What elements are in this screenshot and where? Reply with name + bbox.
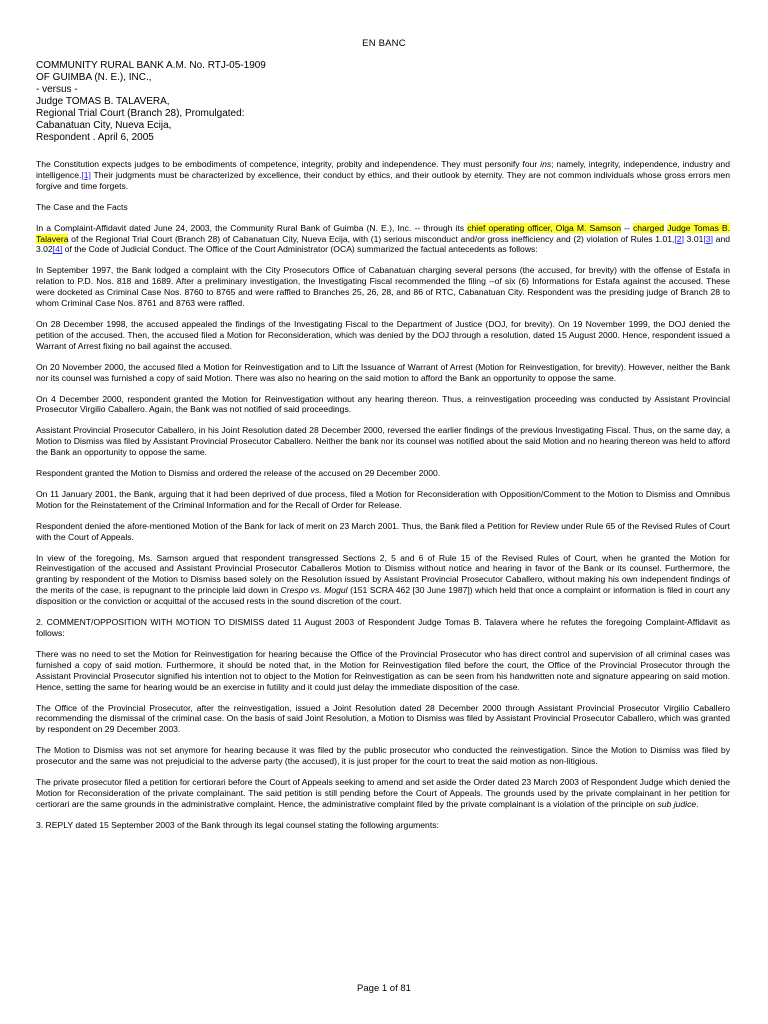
body-paragraph: In view of the foregoing, Ms. Samson argued that respondent transgressed Sections 2, 5 and 6 of Rule 15 of the Revised Rules of Court, when he granted the Motion for Reinvestigation of the accused and Assistant Provincial Prosecutor Caballeros Motion to Dismiss without notice and hearing in favor of the Bank or its counsel. Furthermore, the granting by respondent of the Motion to Dismiss based solely on the Resolution issued by Assistant Provincial Prosecutor Caballero, without making his own independent findings of the merits of the case, is repugnant to the principle laid down in Crespo vs. Mogul (151 SCRA 462 [30 June 1987]) which held that once a complaint or information is filed in court any disposition or the conviction or acquittal of the accused rests in the sound discretion of the court. (36, 552, 730, 607)
caption-line: Respondent . April 6, 2005 (36, 132, 154, 143)
body-paragraph: 3. REPLY dated 15 September 2003 of the Bank through its legal counsel stating the following arguments: (36, 819, 439, 830)
body-paragraph: 2. COMMENT/OPPOSITION WITH MOTION TO DISMISS dated 11 August 2003 of Respondent Judge Tomas B. Talavera where he refutes the foregoing Complaint-Affidavit as follows: (36, 617, 730, 638)
body-paragraph: Respondent granted the Motion to Dismiss and ordered the release of the accused on 29 December 2000. (36, 468, 441, 479)
body-paragraph: On 28 December 1998, the accused appealed the findings of the Investigating Fiscal to the Department of Justice (DOJ, for brevity). On 19 November 1999, the DOJ denied the petition of the accused. Then, the accused filed a Motion for Reconsideration, which was denied by the DOJ through a resolution, dated 15 August 2000. Hence, respondent issued a Warrant of Arrest fixing no bail against the accused. (36, 318, 730, 351)
caption-line: Judge TOMAS B. TALAVERA, (36, 96, 170, 107)
body-paragraph: Respondent denied the afore-mentioned Motion of the Bank for lack of merit on 23 March 2001. Thus, the Bank filed a Petition for Review under Rule 65 of the Revised Rules of Court with the Court of Appeals. (36, 520, 730, 542)
intro-paragraph: The Constitution expects judges to be embodiments of competence, integrity, probity and independence. They must personify four ins; namely, integrity, independence, industry and intelligence.[1] Their judgments must be characterized by excellence, their conduct by ethics, and their outlook by eternity. They are not common individuals whose gross errors men forgive and time forgets. (36, 159, 730, 191)
case-citation: Crespo vs. Mogul (280, 585, 348, 596)
case-caption (36, 60, 736, 144)
highlight-charged: charged (632, 222, 665, 233)
footnote-link-3[interactable]: [3] (703, 233, 713, 244)
body-paragraph: There was no need to set the Motion for Reinvestigation for hearing because the Office of the Provincial Prosecutor who has direct control and supervision of all criminal cases was furnished a copy of said motion. Furthermore, it should be noted that, in the Motion for Reinvestigation filed before the court, the Office of the Provincial Prosecutor through the Assistant Provincial Prosecutor signified his intention not to object to the Motion for Reinvestigation as can be seen from his handwritten note and signature appearing on said motion. Hence, setting the same for hearing would be an exercise in futility and it could just delay the immediate disposition of the case. (36, 648, 730, 692)
caption-line: Cabanatuan City, Nueva Ecija, (36, 120, 172, 131)
document-body (36, 159, 730, 841)
caption-line: COMMUNITY RURAL BANK A.M. No. RTJ-05-1909 (36, 60, 266, 71)
body-paragraph: On 11 January 2001, the Bank, arguing that it had been deprived of due process, filed a Motion for Reconsideration with Opposition/Comment to the Motion to Dismiss and Omnibus Motion for the Reinstatement of the Criminal Information and for the Recall of Order for Release. (36, 488, 730, 510)
body-paragraph: The Office of the Provincial Prosecutor, after the reinvestigation, issued a Joint Resolution dated 28 December 2000 through Assistant Provincial Prosecutor Virgilio Caballero recommending the dismissal of the criminal case. On the basis of said Joint Resolution, a Motion to Dismiss was filed by Assistant Provincial Prosecutor Caballero, which was granted by respondent on 29 December 2003. (36, 702, 730, 735)
body-paragraph: Assistant Provincial Prosecutor Caballero, in his Joint Resolution dated 28 December 2000, reversed the earlier findings of the previous Investigating Fiscal. Thus, on the same day, a Motion to Dismiss was filed by Assistant Provincial Prosecutor Caballero. Neither the bank nor its counsel was notified about the said Motion and no hearing thereon was held to afford the Bank an opportunity to oppose the same. (36, 425, 730, 458)
footnote-link-4[interactable]: [4] (52, 244, 63, 255)
complaint-paragraph: In a Complaint-Affidavit dated June 24, 2003, the Community Rural Bank of Guimba (N. E.), Inc. -- through its chief operating officer, Olga M. Samson -- charged Judge Tomas B. Talavera of the Regional Trial Court (Branch 28) of Cabanatuan City, Nueva Ecija, with (1) serious misconduct and/or gross inefficiency and (2) violation of Rules 1.01,[2] 3.01[3] and 3.02[4] of the Code of Judicial Conduct. The Office of the Court Administrator (OCA) summarized the factual antecedents as follows: (36, 222, 731, 255)
section-heading: The Case and the Facts (36, 201, 128, 212)
highlight-complainant: chief operating officer, Olga M. Samson (467, 222, 622, 233)
body-paragraph: On 20 November 2000, the accused filed a Motion for Reinvestigation and to Lift the Issuance of Warrant of Arrest (Motion for Reinvestigation, for brevity). However, neither the Bank nor its counsel was furnished a copy of said Motion. There was also no hearing on the said motion to afford the Bank an opportunity to oppose the same. (36, 361, 730, 383)
footnote-link-2[interactable]: [2] (674, 233, 684, 244)
caption-line: OF GUIMBA (N. E.), INC., (36, 72, 152, 83)
page-number: Page 1 of 81 (357, 983, 411, 994)
body-paragraph: On 4 December 2000, respondent granted the Motion for Reinvestigation without any hearing thereon. Thus, a reinvestigation proceeding was conducted by Assistant Provincial Prosecutor Virgilio Caballero. Again, the Bank was not notified of said proceedings. (36, 393, 730, 415)
body-paragraph: In September 1997, the Bank lodged a complaint with the City Prosecutors Office of Cabanatuan charging several persons (the accused, for brevity) with the offense of Estafa in relation to P.D. Nos. 818 and 1689. After a preliminary investigation, the Investigating Fiscal recommended the filing --of six (6) Informations for Estafa against the accused. These were docketed as Criminal Case Nos. 8760 to 8765 and were raffled to Branches 25, 26, 28, and 86 of RTC, Cabanatuan City. Respondent was the presiding judge of Branch 28 to whom Criminal Case Nos. 8761 and 8763 were raffled. (36, 265, 730, 309)
highlight-respondent: Judge Tomas B. Talavera (36, 222, 731, 244)
body-paragraph: The Motion to Dismiss was not set anymore for hearing because it was filed by the public prosecutor who conducted the reinvestigation. Since the Motion to Dismiss was filed by prosecutor and the same was not prejudicial to the adverse party (the accused), it is just proper for the court to treat the said motion as non-litigious. (36, 745, 730, 767)
caption-line: Regional Trial Court (Branch 28), Promulgated: (36, 108, 245, 119)
footnote-link-1[interactable]: [1] (81, 169, 91, 180)
court-division-header: EN BANC (362, 38, 406, 49)
body-paragraph: The private prosecutor filed a petition for certiorari before the Court of Appeals seeking to amend and set aside the Order dated 23 March 2003 of Respondent Judge which denied the Motion for Reconsideration of the private complainant. The said petition is still pending before the Court of Appeals. The grounds used by the private complainant in her petition for certiorari are the same grounds in the administrative complaint. Hence, the administrative complaint filed by the private complainant is a violation of the principle on sub judice. (36, 777, 730, 809)
caption-line: - versus - (36, 84, 78, 95)
